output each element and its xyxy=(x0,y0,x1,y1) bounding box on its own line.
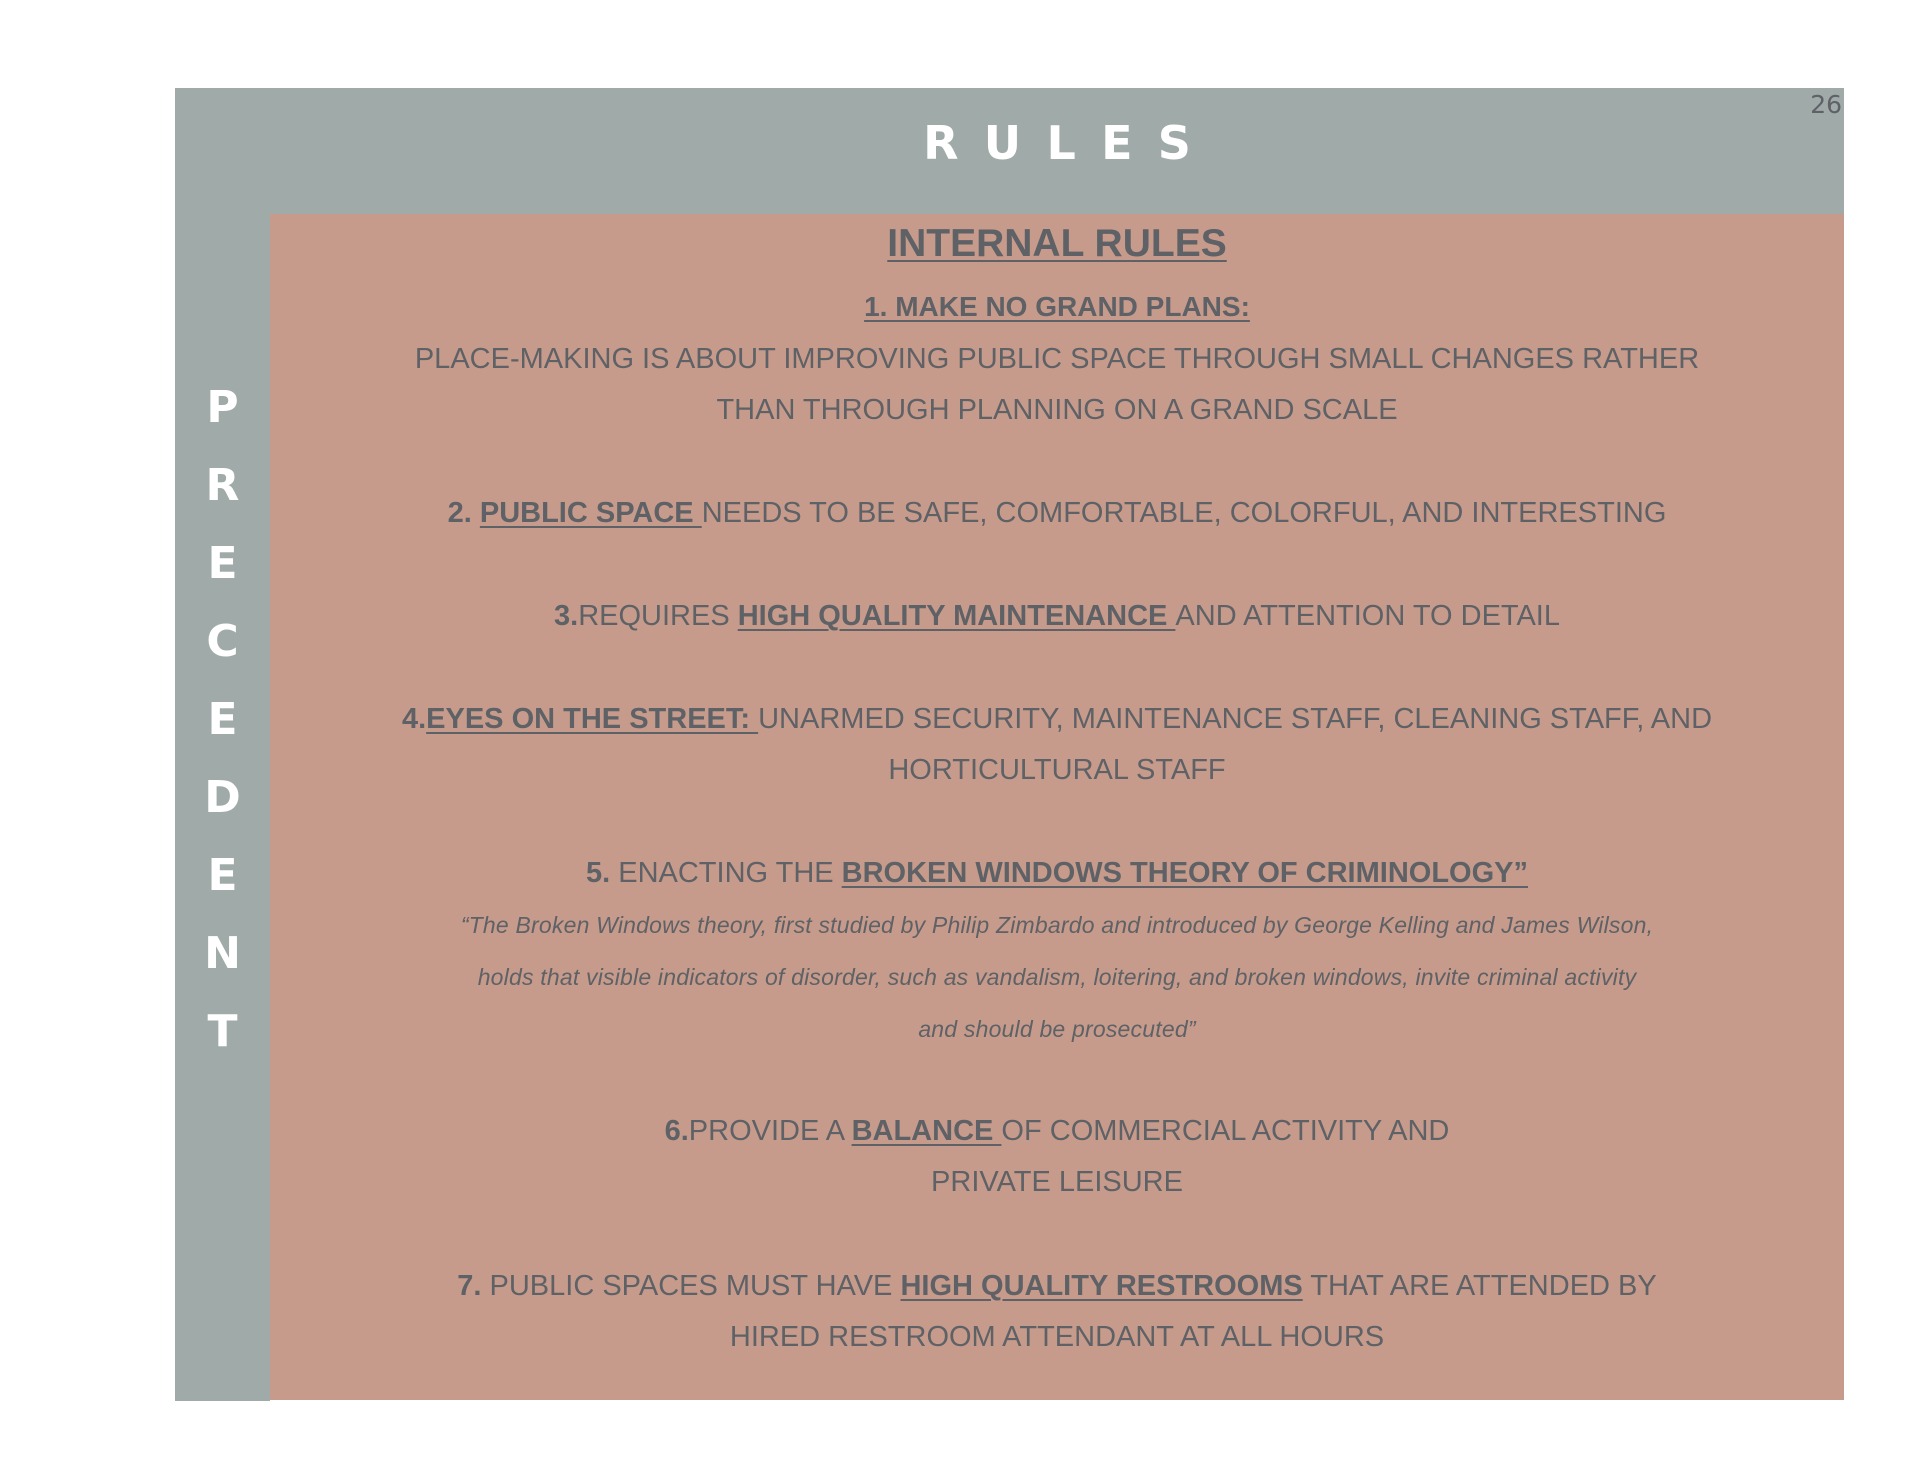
rule-number: 4. xyxy=(401,703,427,735)
rule-7-line-2: HIRED RESTROOM ATTENDANT AT ALL HOURS xyxy=(729,1321,1385,1353)
sidebar-letter: R xyxy=(205,460,240,511)
rule-1-line-1: PLACE-MAKING IS ABOUT IMPROVING PUBLIC SPACE THROUGH SMALL CHANGES RATHER xyxy=(414,343,1700,375)
rule-5-quote-line-2: holds that visible indicators of disorder, such as vandalism, loitering, and broken windows, invite criminal activity xyxy=(477,964,1637,990)
rule-number: 7. xyxy=(457,1270,490,1302)
rule-text: REQUIRES xyxy=(578,600,738,632)
rules-content xyxy=(270,214,1844,1400)
rule-text: NEEDS TO BE SAFE, COMFORTABLE, COLORFUL, AND INTERESTING xyxy=(701,497,1667,529)
sidebar-precedent xyxy=(175,88,270,1401)
rule-3 xyxy=(270,602,1844,631)
rule-1-line-2: THAN THROUGH PLANNING ON A GRAND SCALE xyxy=(716,394,1398,426)
rule-text: THAT ARE ATTENDED BY xyxy=(1302,1270,1657,1302)
rule-4-line-2: HORTICULTURAL STAFF xyxy=(888,754,1226,786)
rule-6-line-2: PRIVATE LEISURE xyxy=(931,1166,1183,1198)
rule-4 xyxy=(270,705,1844,734)
page-title: RULES xyxy=(923,116,1217,170)
sidebar-letter: C xyxy=(206,616,239,667)
rule-keyword: EYES ON THE STREET: xyxy=(426,703,759,735)
rule-number: 2. xyxy=(447,497,480,529)
rule-1-title: 1. MAKE NO GRAND PLANS: xyxy=(864,291,1250,322)
rule-number: 6. xyxy=(664,1115,689,1147)
rule-text: PUBLIC SPACES MUST HAVE xyxy=(489,1270,901,1302)
rule-5 xyxy=(270,859,1844,888)
sidebar-letter: T xyxy=(207,1006,238,1057)
page-number: 26 xyxy=(1810,90,1842,119)
rule-6 xyxy=(270,1117,1844,1146)
header-bar xyxy=(270,88,1844,214)
rule-text: PROVIDE A xyxy=(688,1115,852,1147)
rule-7 xyxy=(270,1272,1844,1301)
sidebar-letter: N xyxy=(204,928,241,979)
rule-keyword: HIGH QUALITY MAINTENANCE xyxy=(737,600,1176,632)
rule-2 xyxy=(270,499,1844,528)
sidebar-letter: E xyxy=(207,694,238,745)
rule-text: AND ATTENTION TO DETAIL xyxy=(1175,600,1560,632)
rule-number: 3. xyxy=(554,600,579,632)
rule-keyword: HIGH QUALITY RESTROOMS xyxy=(900,1270,1303,1302)
rule-text: ENACTING THE xyxy=(618,857,842,889)
rule-keyword: BALANCE xyxy=(851,1115,1002,1147)
rule-5-quote-line-1: “The Broken Windows theory, first studied by Philip Zimbardo and introduced by George Kelling and James Wilson, xyxy=(460,912,1654,938)
rule-number: 5. xyxy=(585,857,619,889)
sidebar-letter: P xyxy=(206,382,239,433)
sidebar-letter: D xyxy=(204,772,241,823)
rule-text: OF COMMERCIAL ACTIVITY AND xyxy=(1001,1115,1450,1147)
rule-keyword: PUBLIC SPACE xyxy=(479,497,702,529)
rule-keyword: BROKEN WINDOWS THEORY OF CRIMINOLOGY” xyxy=(841,857,1529,889)
section-heading: INTERNAL RULES xyxy=(887,222,1227,265)
rule-text: UNARMED SECURITY, MAINTENANCE STAFF, CLEANING STAFF, AND xyxy=(758,703,1713,735)
rule-5-quote-line-3: and should be prosecuted” xyxy=(918,1016,1196,1042)
sidebar-letter: E xyxy=(207,850,238,901)
sidebar-letter: E xyxy=(207,538,238,589)
